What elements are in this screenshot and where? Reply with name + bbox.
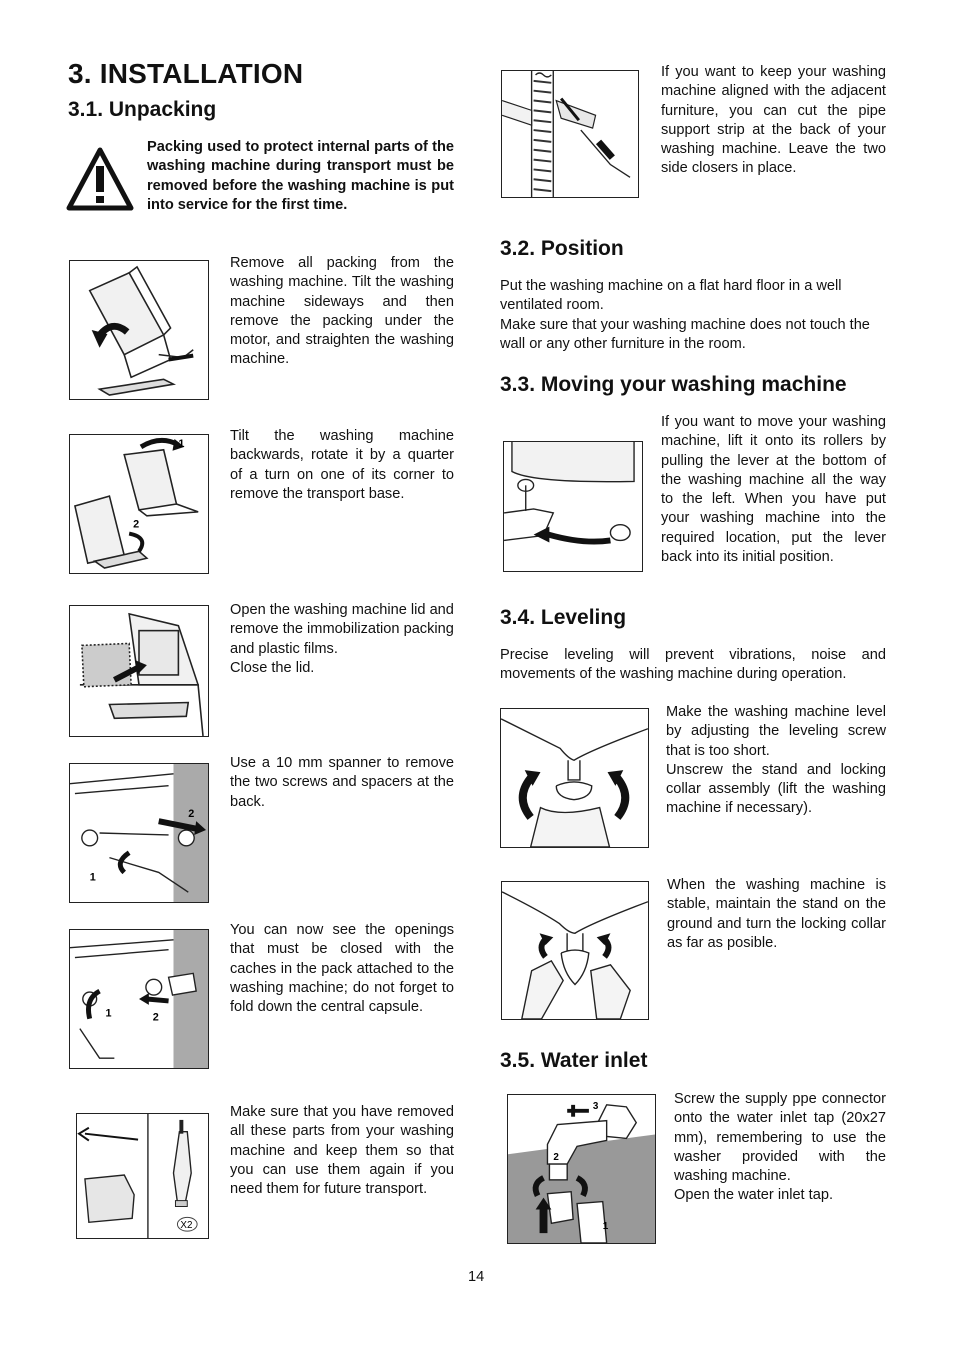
water-inlet-text-2: Open the water inlet tap. — [674, 1187, 834, 1204]
figure-tilt-sideways — [69, 260, 209, 400]
leveling-step-2: When the washing machine is stable, maintain the stand on the ground and turn the locking collar as far as posible. — [667, 877, 886, 951]
page-number: 14 — [468, 1269, 485, 1285]
leveling-step-1 — [666, 703, 886, 819]
svg-text:2: 2 — [152, 1011, 159, 1024]
svg-text:1: 1 — [105, 1007, 112, 1020]
figure-close-openings — [69, 929, 209, 1069]
pipe-strip-text: If you want to keep your washing machine aligned with the adjacent furniture, you can cut the pipe support strip at the back of your washing machine. Leave the two side closers in place. — [661, 64, 886, 177]
figure-adjust-leveling-screw — [500, 708, 649, 848]
svg-text:2: 2 — [133, 518, 140, 531]
figure-move-lever — [503, 441, 643, 572]
figure-cut-pipe-strip — [501, 70, 639, 198]
leveling-step-1b: Unscrew the stand and locking collar assembly (lift the washing machine if necessary). — [666, 761, 886, 817]
moving-text: If you want to move your washing machine, lift it onto its rollers by pulling the lever at the bottom of the washing machine all the way to the left. When you have put your washing machine into the required location, put the lever back into its initial position. — [661, 414, 886, 566]
water-inlet-text — [674, 1090, 886, 1206]
unpacking-warning: Packing used to protect internal parts of the washing machine during transport must be removed before the washing machine is put into service for the first time. — [147, 139, 454, 213]
unpacking-step-2: Tilt the washing machine backwards, rotate it by a quarter of a turn on one of its corner to remove the transport base. — [230, 428, 454, 502]
leveling-intro: Precise leveling will prevent vibrations, noise and movements of the washing machine during operation. — [500, 647, 886, 683]
figure-open-lid — [69, 605, 209, 737]
svg-text:1: 1 — [178, 437, 185, 450]
unpacking-step-6: Make sure that you have removed all these parts from your washing machine and keep them so that you can use them again if you need them for future transport. — [230, 1104, 454, 1198]
unpacking-step-3-close: Close the lid. — [230, 659, 315, 676]
unpacking-step-5: You can now see the openings that must be closed with the caches in the pack attached to the washing machine; do not forget to fold down the central capsule. — [230, 922, 454, 1016]
unpacking-step-4: Use a 10 mm spanner to remove the two screws and spacers at the back. — [230, 755, 454, 810]
figure-quantity-label: X2 — [180, 1220, 193, 1232]
figure-tilt-backwards — [69, 434, 209, 574]
section-heading-water-inlet: 3.5. Water inlet — [500, 1049, 648, 1072]
position-text — [500, 277, 886, 354]
position-paragraph-1: Put the washing machine on a flat hard floor in a well ventilated room. — [500, 278, 842, 314]
warning-triangle-icon — [66, 146, 134, 212]
water-inlet-text-1: Screw the supply ppe connector onto the water inlet tap (20x27 mm), remembering to use the washer provided with the washing machine. — [674, 1091, 886, 1185]
svg-text:3: 3 — [592, 1100, 599, 1112]
unpacking-step-3 — [230, 601, 454, 678]
position-paragraph-2: Make sure that your washing machine does not touch the wall or any other furniture in the room. — [500, 316, 870, 352]
svg-text:1: 1 — [89, 871, 96, 884]
figure-keep-parts — [76, 1113, 209, 1239]
unpacking-step-1: Remove all packing from the washing machine. Tilt the washing machine sideways and then remove the packing under the motor, and straighten the washing machine. — [230, 255, 454, 368]
section-heading-position: 3.2. Position — [500, 237, 624, 260]
leveling-step-1a: Make the washing machine level by adjusting the leveling screw that is too short. — [666, 704, 886, 759]
unpacking-step-3-text: Open the washing machine lid and remove the immobilization packing and plastic films. — [230, 602, 454, 657]
section-heading-moving: 3.3. Moving your washing machine — [500, 373, 847, 396]
figure-water-tap — [507, 1094, 656, 1244]
page-title: 3. INSTALLATION — [68, 58, 304, 89]
svg-text:2: 2 — [553, 1152, 559, 1164]
figure-remove-screws — [69, 763, 209, 903]
section-heading-unpacking: 3.1. Unpacking — [68, 98, 217, 121]
section-heading-leveling: 3.4. Leveling — [500, 606, 627, 629]
svg-text:2: 2 — [188, 808, 195, 821]
figure-lock-collar — [501, 881, 649, 1020]
svg-text:1: 1 — [602, 1221, 609, 1233]
